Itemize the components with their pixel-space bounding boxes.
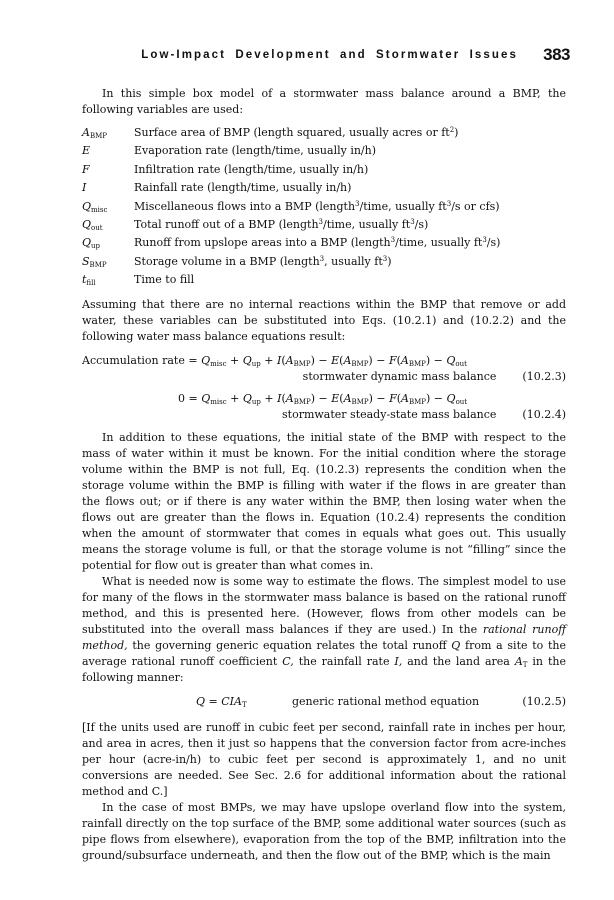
variable-symbol: $Q_{up}$ — [82, 236, 101, 251]
equation-expression: $Q = CIA_T$ — [196, 694, 247, 709]
variable-row — [82, 125, 566, 143]
variable-definition: Miscellaneous flows into a BMP (length$^3$/time, usually $ft^3/s$ or cfs) — [134, 199, 500, 213]
variable-symbol: $t_{fill}$ — [82, 273, 96, 288]
variable-definition: Surface area of BMP (length squared, usually acres or $ft^2$) — [134, 126, 459, 139]
equation-number: (10.2.3) — [522, 369, 566, 383]
variable-symbol: E — [82, 144, 91, 158]
page-number: 383 — [543, 45, 570, 64]
final-paragraph: In the case of most BMPs, we may have upslope overland flow into the system, rainfall directly on the top surface of the BMP, some additional water sources (such as pipe flows from elsewhere), evaporation from the top of the BMP, infiltration into the ground/subsurface underneath, and then the flow out of the BMP, which is the main — [82, 800, 566, 862]
variable-symbol: $A_{BMP}$ — [82, 126, 107, 140]
variable-definition: Rainfall rate (length/time, usually in/h) — [134, 181, 352, 195]
variable-row — [82, 199, 566, 217]
variable-row — [82, 162, 566, 180]
initial-state-paragraph: In addition to these equations, the initial state of the BMP with respect to the mass of water within it must be known. For the initial condition where the storage volume within the BMP is not full, Eq. (10.2.3) represents the condition when the storage volume within the BMP is filling with water if the flows in are greater than the flows out; or if there is any water within the BMP, then losing water when the flows out are greater than the flows in. Equation (10.2.4) represents the condition when the amount of stormwater that comes in equals what goes out. This usually means the storage volume is full, or that the storage volume is not “filling” since the potential for flow out is greater than what comes in. — [82, 430, 566, 572]
variable-definition: Storage volume in a BMP (length$^3$, usually $ft^3$) — [134, 254, 392, 268]
running-header — [90, 46, 570, 66]
equation-expression: $0 = Q_{misc} + Q_{up} + I(A_{BMP}) - E(A_{BMP}) - F(A_{BMP}) - Q_{out}$ — [178, 391, 468, 406]
variable-row — [82, 217, 566, 235]
running-title: Low-Impact Development and Stormwater Issues — [141, 49, 518, 61]
page-body — [82, 86, 566, 864]
equation-expression: Accumulation rate = $Q_{misc} + Q_{up} + I(A_{BMP}) - E(A_{BMP}) - F(A_{BMP}) - Q_{out}$ — [82, 353, 467, 368]
equation-10-2-4 — [82, 391, 566, 423]
variable-definition: Time to fill — [134, 273, 195, 287]
variable-definition: Evaporation rate (length/time, usually in/h) — [134, 144, 376, 158]
variable-symbol: $Q_{out}$ — [82, 217, 103, 232]
intro-paragraph: In this simple box model of a stormwater mass balance around a BMP, the following variables are used: — [82, 87, 566, 116]
variable-row — [82, 180, 566, 198]
units-paragraph: [If the units used are runoff in cubic feet per second, rainfall rate in inches per hour, and area in acres, then it just so happens that the conversion factor from acre-inches per hour (acre-in/h) to cubic feet per second is approximately 1, and no unit conversions are needed. See Sec. 2.6 for additional information about the rational method and C.] — [82, 720, 566, 798]
equation-caption: generic rational method equation — [292, 694, 480, 708]
variable-definition: Runoff from upslope areas into a BMP (length$^3$/time, usually $ft^3/s$) — [134, 236, 501, 250]
equation-caption: stormwater dynamic mass balance — [302, 369, 497, 383]
variable-symbol: I — [82, 181, 87, 195]
variable-list — [82, 125, 566, 291]
equation-caption: stormwater steady-state mass balance — [282, 407, 497, 421]
rational-method-paragraph: What is needed now is some way to estimate the flows. The simplest model to use for many of the flows in the stormwater mass balance is based on the rational runoff method, and this is presented here. (However, flows from other models can be substituted into the overall mass balances if they are used.) In the rational runoff method, the governing generic equation relates the total runoff Q from a site to the average rational runoff coefficient C, the rainfall rate I, and the land area $A_T$ in the following manner: — [82, 574, 566, 684]
equation-number: (10.2.5) — [522, 694, 566, 708]
variable-row — [82, 143, 566, 161]
variable-symbol: $S_{BMP}$ — [82, 254, 107, 269]
variable-symbol: $Q_{misc}$ — [82, 199, 108, 214]
variable-definition: Total runoff out of a BMP (length$^3$/time, usually $ft^3/s$) — [134, 217, 429, 231]
variable-row — [82, 235, 566, 253]
variable-row — [82, 272, 566, 290]
assuming-paragraph: Assuming that there are no internal reactions within the BMP that remove or add water, these variables can be substituted into Eqs. (10.2.1) and (10.2.2) and the following water mass balance equations result: — [82, 297, 566, 343]
variable-definition: Infiltration rate (length/time, usually in/h) — [134, 162, 369, 176]
equation-10-2-5 — [82, 694, 566, 710]
equation-10-2-3 — [82, 353, 566, 385]
variable-symbol: F — [82, 162, 90, 176]
variable-row — [82, 254, 566, 272]
equation-number: (10.2.4) — [522, 407, 566, 421]
